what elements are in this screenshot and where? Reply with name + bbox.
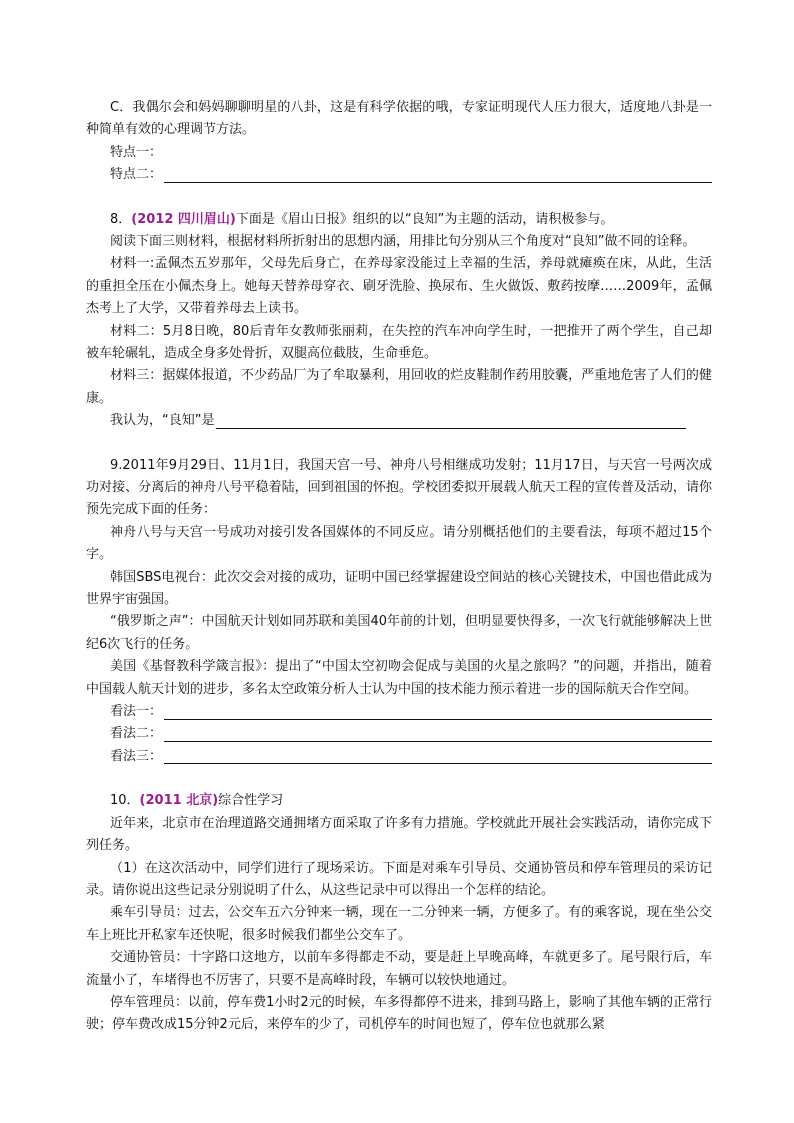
view-3-label: 看法三：: [110, 748, 163, 764]
q8-answer-row: [86, 410, 712, 432]
q10-parking-interview: 停车管理员：以前，停车费1小时2元的时候，车多得都停不进来，排到马路上，影响了其他车辆的正常行驶；停车费改成15分钟2元后，来停车的少了，司机停车的时间也短了，停车位也就那么紧: [86, 994, 712, 1033]
q10-number: 10．: [110, 793, 140, 809]
trait-2-label: 特点二：: [110, 167, 163, 183]
view-3-blank: [164, 762, 712, 764]
trait-1-row: [86, 142, 712, 164]
view-1-row: [86, 701, 712, 723]
document-content: [86, 97, 712, 1037]
view-2-row: [86, 724, 712, 746]
q8-intro: 下面是《眉山日报》组织的以“良知”为主题的活动，请积极参与。: [235, 211, 614, 227]
q10-traffic-interview: 交通协管员：十字路口这地方，以前车多得都走不动，要是赶上早晚高峰，车就更多了。尾号限行后，车流量小了，车堵得也不厉害了，只要不是高峰时段，车辆可以较快地通过。: [86, 950, 712, 988]
q8-heading: [86, 209, 712, 231]
q9-russia-report: “俄罗斯之声”：中国航天计划如同苏联和美国40年前的计划，但明显要快得多，一次飞行就能够解决上世纪6次飞行的任务。: [86, 614, 713, 652]
q9-task: 神舟八号与天宫一号成功对接引发各国媒体的不同反应。请分别概括他们的主要看法，每项不超过15个字。: [86, 524, 712, 563]
view-1-label: 看法一：: [110, 704, 163, 720]
view-1-blank: [164, 718, 712, 720]
q9-usa-report: 美国《基督教科学箴言报》：提出了“中国太空初吻会促成与美国的火星之旅吗？”的问题，并指出，随着中国载人航天计划的进步，多名太空政策分析人士认为中国的技术能力预示着进一步的国际航天合作空间。: [86, 659, 712, 697]
q8-answer-blank: [216, 427, 686, 429]
q8-material-2: 材料二：5月8日晚，80后青年女教师张丽莉，在失控的汽车冲向学生时，一把推开了两个学生，自己却被车轮碾轧，造成全身多处骨折，双腿高位截肢，生命垂危。: [86, 323, 712, 362]
q10-subquestion-1: （1）在这次活动中，同学们进行了现场采访。下面是对乘车引导员、交通协管员和停车管理员的采访记录。请你说出这些记录分别说明了什么，从这些记录中可以得出一个怎样的结论。: [86, 860, 712, 898]
option-c-text: C．我偶尔会和妈妈聊聊明星的八卦，这是有科学依据的哦，专家证明现代人压力很大，适度地八卦是一种简单有效的心理调节方法。: [86, 100, 712, 138]
trait-2-row: [86, 164, 712, 186]
q9-intro: 9.2011年9月29日、11月1日，我国天宫一号、神舟八号相继成功发射；11月17日，与天宫一号两次成功对接、分离后的神舟八号平稳着陆，回到祖国的怀抱。学校团委拟开展载人航天工程的宣传普及活动，请你预先完成下面的任务：: [86, 457, 712, 518]
q8-instruction: 阅读下面三则材料，根据材料所折射出的思想内涵，用排比句分别从三个角度对“良知”做不同的诠释。: [110, 234, 696, 249]
q9-korea-report: 韩国SBS电视台：此次交会对接的成功，证明中国已经掌握建设空间站的核心关键技术，中国也借此成为世界宇宙强国。: [86, 569, 712, 608]
q10-heading: [86, 790, 712, 812]
q10-guide-interview: 乘车引导员：过去，公交车五六分钟来一辆，现在一二分钟来一辆，方便多了。有的乘客说，现在坐公交车上班比开私家车还快呢，很多时候我们都坐公交车了。: [86, 905, 712, 943]
view-2-label: 看法二：: [110, 726, 163, 742]
q10-source: (2011 北京): [139, 793, 219, 809]
trait-2-blank: [164, 181, 712, 183]
q10-title: 综合性学习: [218, 793, 284, 809]
q8-number: 8．: [110, 211, 132, 227]
trait-1-label: 特点一：: [110, 144, 163, 160]
q10-intro: 近年来，北京市在治理道路交通拥堵方面采取了许多有力措施。学校就此开展社会实践活动，请你完成下列任务。: [86, 815, 712, 854]
view-3-row: [86, 746, 712, 768]
trait-1-blank: [164, 159, 712, 160]
q8-material-3: 材料三：据媒体报道，不少药品厂为了牟取暴利，用回收的烂皮鞋制作药用胶囊，严重地危害了人们的健康。: [86, 368, 712, 406]
q8-answer-label: 我认为，“良知”是: [110, 413, 215, 429]
q8-material-1: 材料一:孟佩杰五岁那年，父母先后身亡，在养母家没能过上幸福的生活，养母就瘫痪在床，从此，生活的重担全压在小佩杰身上。她每天替养母穿衣、刷牙洗脸、换尿布、生火做饭、敷药按摩……2009年，孟佩杰考上了大学，又带着养母去上读书。: [86, 256, 712, 317]
view-2-blank: [164, 740, 712, 742]
q8-source: (2012 四川眉山): [131, 211, 236, 227]
